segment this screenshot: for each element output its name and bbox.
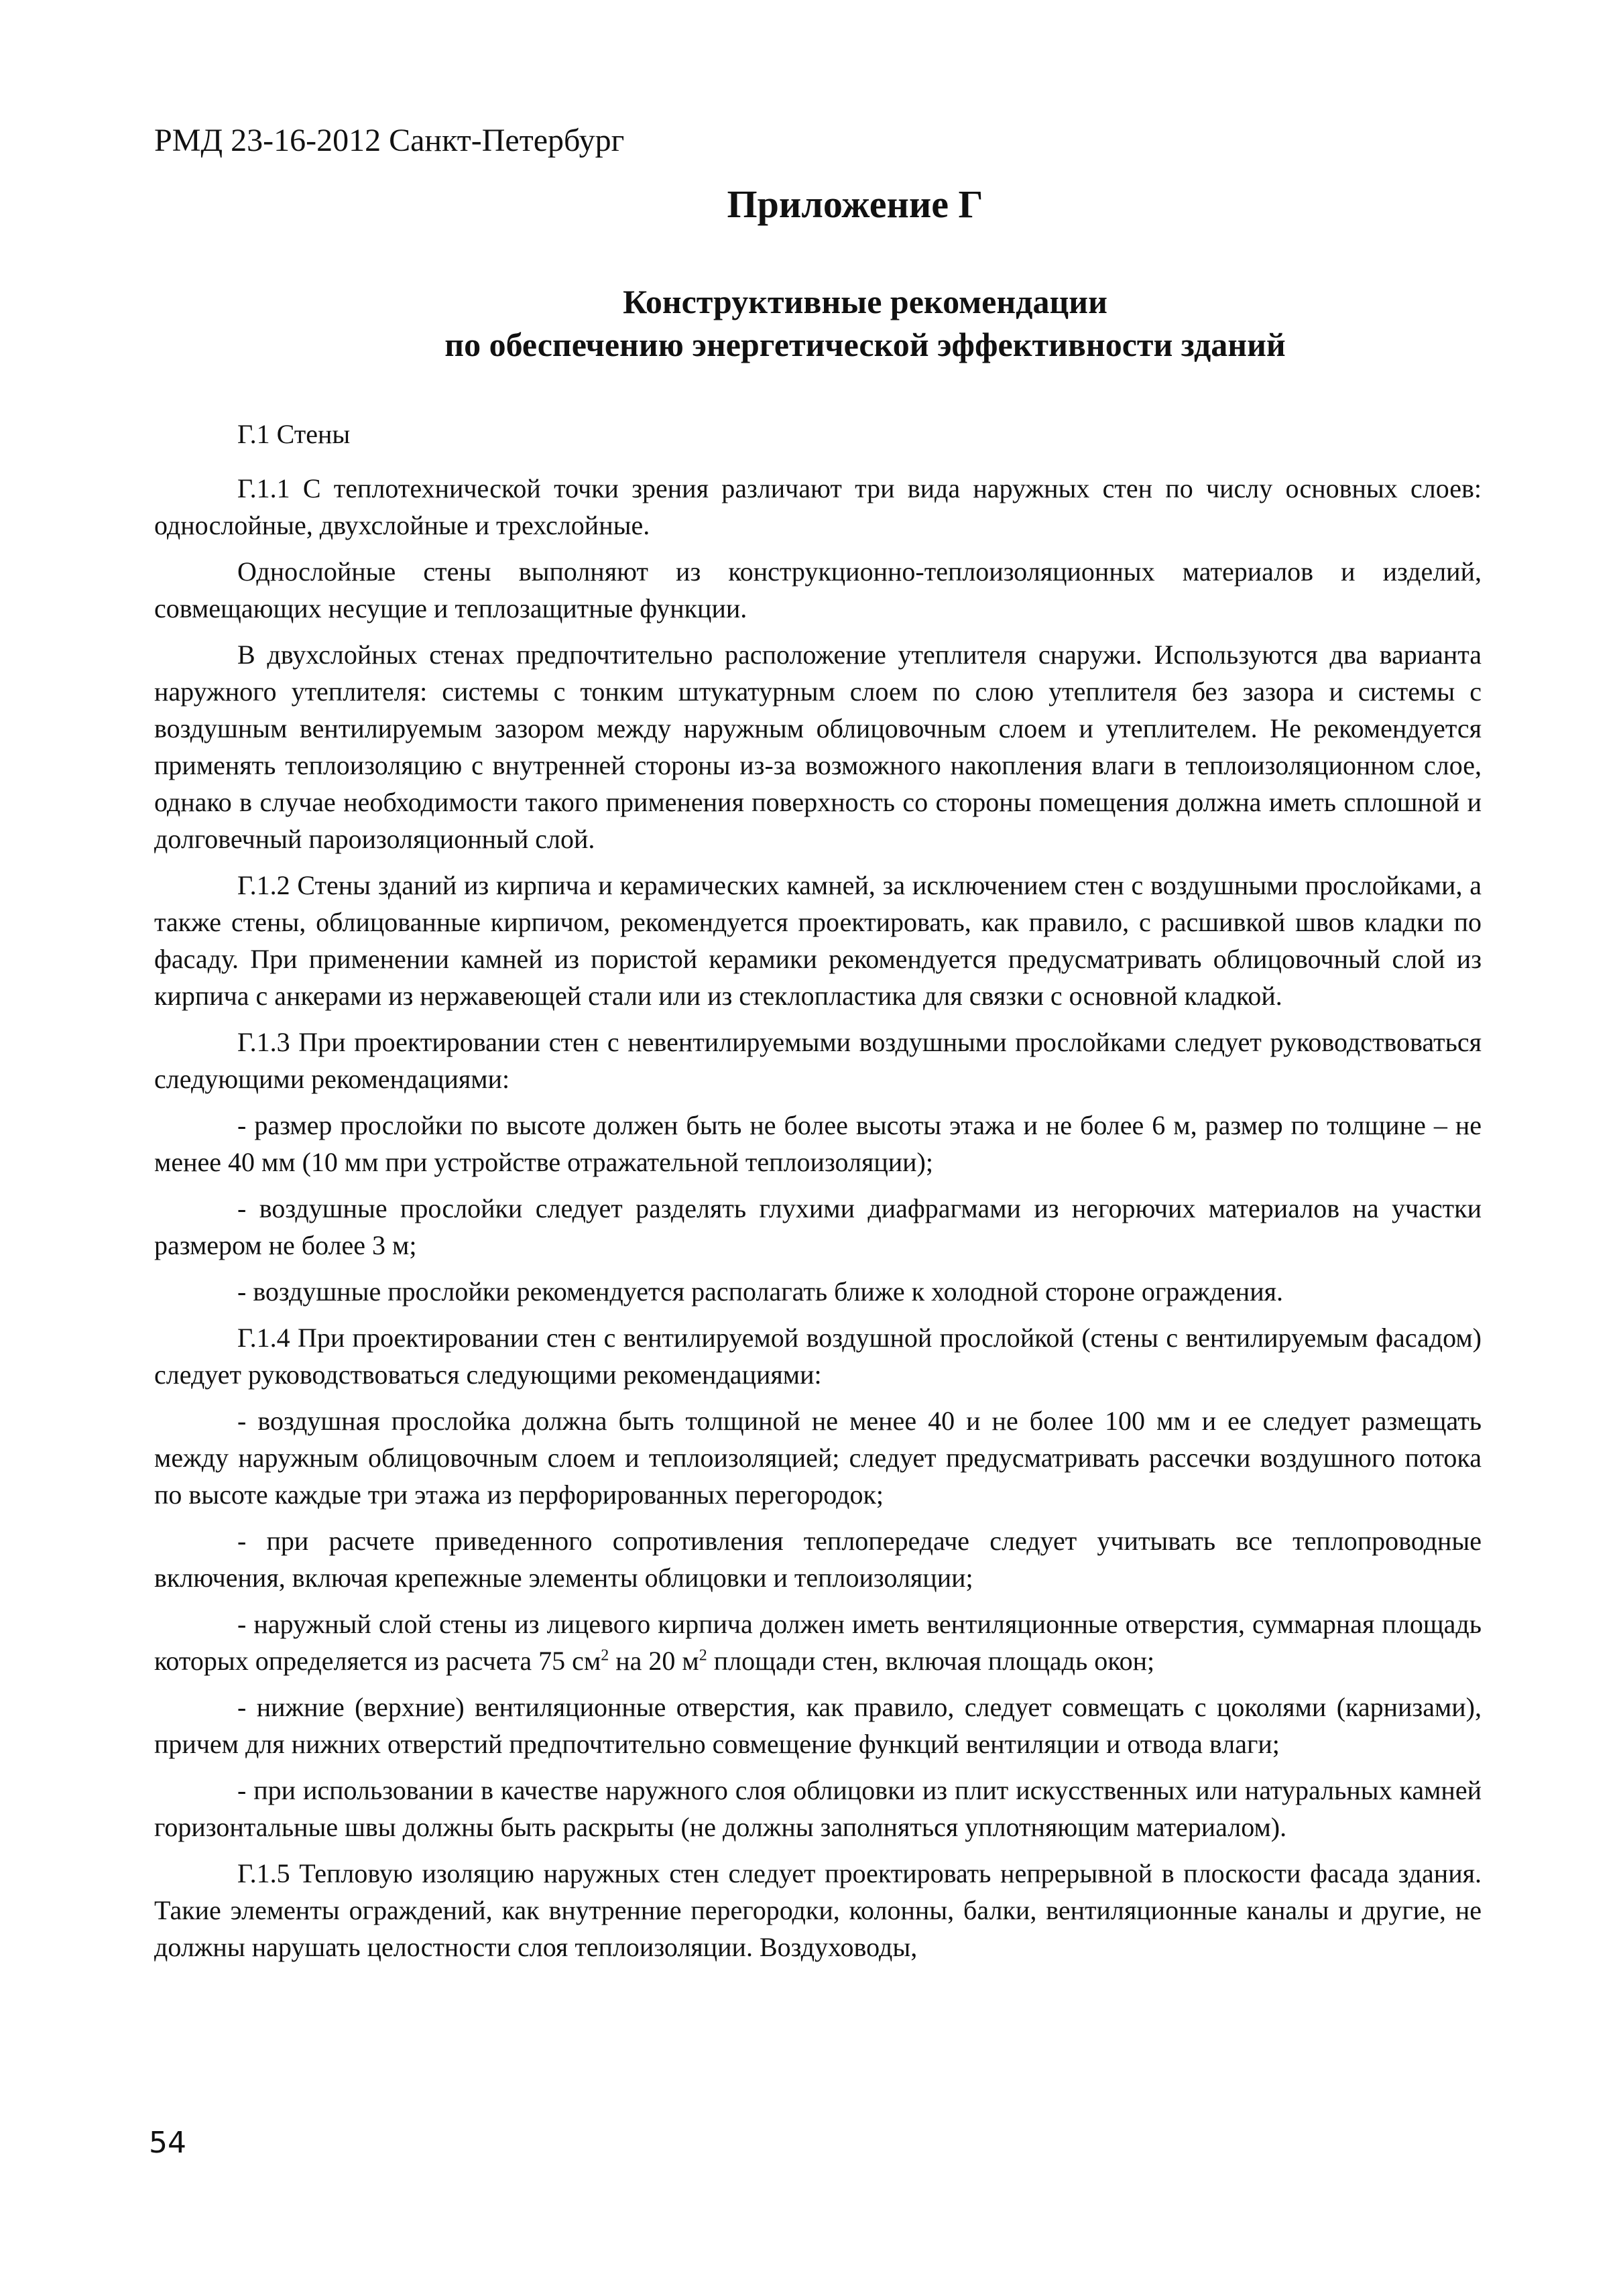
text-run: на 20 м: [609, 1646, 699, 1676]
paragraph: В двухслойных стенах предпочтительно расположение утеплителя снаружи. Используются два варианта наружного утеплителя: системы с тонким штукатурным слоем по слою утеплителя без зазора и системы с воздушным вентилируемым зазором между наружным облицовочным слоем и утеплителем. Не рекомендуется применять теплоизоляцию с внутренней стороны из-за возможного накопления влаги в теплоизоляционном слое, однако в случае необходимости такого применения поверхность со стороны помещения должна иметь сплошной и долговечный пароизоляционный слой.: [154, 640, 1482, 854]
text-run: площади стен, включая площадь окон;: [707, 1646, 1155, 1676]
paragraph: Г.1.2 Стены зданий из кирпича и керамических камней, за исключением стен с воздушными прослойками, а также стены, облицованные кирпичом, рекомендуется проектировать, как правило, с расшивкой швов кладки по фасаду. При применении камней из пористой керамики рекомендуется предусматривать облицовочный слой из кирпича с анкерами из нержавеющей стали или из стеклопластика для связки с основной кладкой.: [154, 870, 1482, 1011]
list-item: - при расчете приведенного сопротивления теплопередаче следует учитывать все теплопроводные включения, включая крепежные элементы облицовки и теплоизоляции;: [154, 1526, 1482, 1593]
list-item: - размер прослойки по высоте должен быть не более высоты этажа и не более 6 м, размер по толщине – не менее 40 мм (10 мм при устройстве отражательной теплоизоляции);: [154, 1110, 1482, 1177]
superscript: 2: [699, 1646, 707, 1665]
page-number: 54: [149, 2126, 186, 2160]
list-item: - воздушная прослойка должна быть толщиной не менее 40 и не более 100 мм и ее следует размещать между наружным облицовочным слоем и теплоизоляцией; следует предусматривать рассечки воздушного потока по высоте каждые три этажа из перфорированных перегородок;: [154, 1406, 1482, 1510]
section-heading: Г.1 Стены: [237, 419, 351, 449]
paragraph: Г.1.5 Тепловую изоляцию наружных стен следует проектировать непрерывной в плоскости фасада здания. Такие элементы ограждений, как внутренние перегородки, колонны, балки, вентиляционные каналы и другие, не должны нарушать целостности слоя теплоизоляции. Воздуховоды,: [154, 1858, 1482, 1962]
list-item: [154, 1606, 1482, 1679]
appendix-title: Приложение Г: [727, 182, 983, 226]
appendix-subtitle: [0, 280, 1623, 366]
document-header: РМД 23-16-2012 Санкт-Петербург: [154, 123, 625, 158]
superscript: 2: [601, 1646, 609, 1665]
paragraph: Однослойные стены выполняют из конструкционно-теплоизоляционных материалов и изделий, совмещающих несущие и теплозащитные функции.: [154, 556, 1482, 623]
appendix-subtitle-line-2: по обеспечению энергетической эффективности зданий: [444, 326, 1286, 363]
document-body: [154, 416, 1482, 1975]
appendix-subtitle-line-1: Конструктивные рекомендации: [623, 283, 1107, 320]
list-item: - воздушные прослойки рекомендуется располагать ближе к холодной стороне ограждения.: [237, 1276, 1283, 1307]
paragraph: Г.1.3 При проектировании стен с невентилируемыми воздушными прослойками следует руководствоваться следующими рекомендациями:: [154, 1027, 1482, 1094]
list-item: - нижние (верхние) вентиляционные отверстия, как правило, следует совмещать с цоколями (карнизами), причем для нижних отверстий предпочтительно совмещение функций вентиляции и отвода влаги;: [154, 1692, 1482, 1759]
text-run: - наружный слой стены из лицевого кирпича должен иметь вентиляционные отверстия, суммарная площадь которых определяется из расчета 75 см: [154, 1609, 1482, 1676]
paragraph: Г.1.1 С теплотехнической точки зрения различают три вида наружных стен по числу основных слоев: однослойные, двухслойные и трехслойные.: [154, 473, 1482, 540]
paragraph: Г.1.4 При проектировании стен с вентилируемой воздушной прослойкой (стены с вентилируемым фасадом) следует руководствоваться следующими рекомендациями:: [154, 1323, 1482, 1390]
list-item: - воздушные прослойки следует разделять глухими диафрагмами из негорючих материалов на участки размером не более 3 м;: [154, 1193, 1482, 1260]
list-item: - при использовании в качестве наружного слоя облицовки из плит искусственных или натуральных камней горизонтальные швы должны быть раскрыты (не должны заполняться уплотняющим материалом).: [154, 1775, 1482, 1842]
